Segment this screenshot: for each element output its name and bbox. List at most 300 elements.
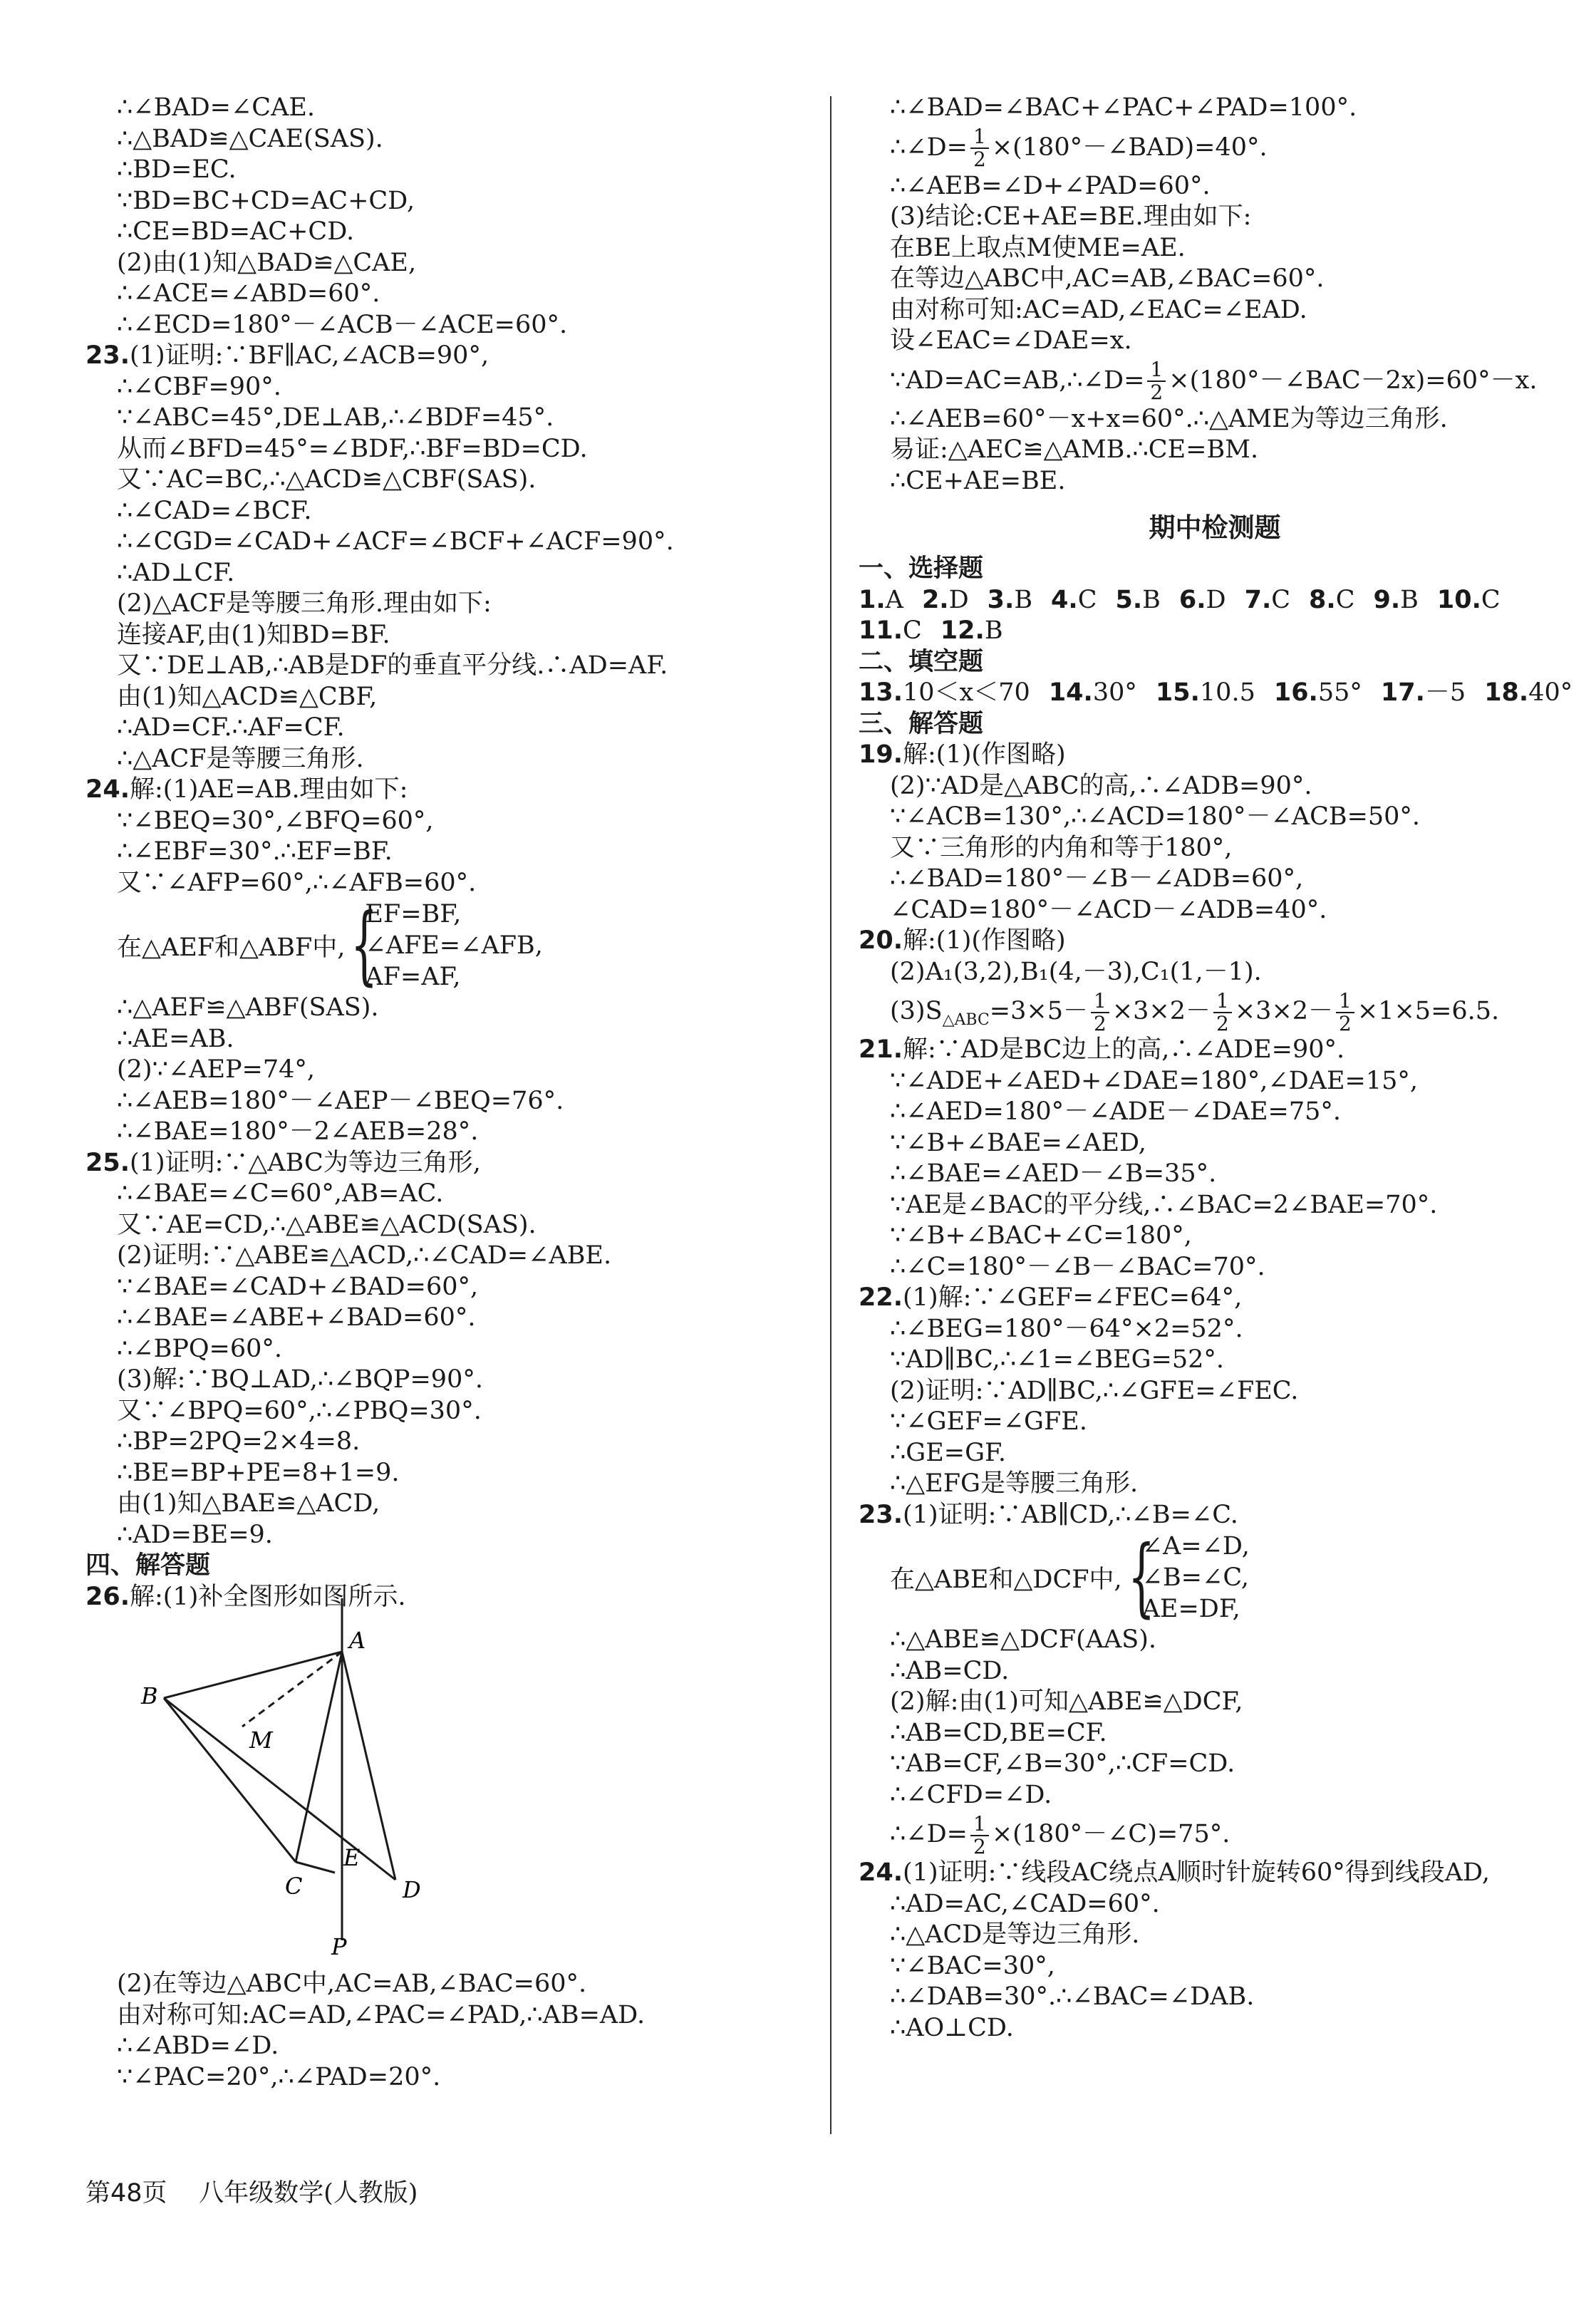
question-line xyxy=(859,740,1571,771)
text: 解:(1)AE=AB.理由如下: xyxy=(130,775,408,804)
brace-symbol: { xyxy=(1127,1528,1155,1627)
text-line xyxy=(86,1086,812,1117)
text: ∴△EFG是等腰三角形. xyxy=(890,1469,1139,1498)
fraction xyxy=(970,1813,989,1858)
text-line xyxy=(86,1396,812,1427)
question-number: 6. xyxy=(1178,585,1206,614)
text: 由(1)知△BAE≌△ACD, xyxy=(117,1489,380,1518)
question-number: 24. xyxy=(86,775,130,804)
text: ∵∠ACB=130°,∴∠ACD=180°－∠ACB=50°. xyxy=(890,802,1421,831)
text: ∴△ABE≌△DCF(AAS). xyxy=(890,1625,1157,1654)
fraction-denominator: 2 xyxy=(1213,1012,1232,1035)
answer-value: C xyxy=(903,616,922,645)
text-line xyxy=(859,802,1571,833)
text: (2)∵∠AEP=74°, xyxy=(117,1055,316,1084)
text: ∵∠B+∠BAE=∠AED, xyxy=(890,1128,1146,1157)
text-line xyxy=(859,1190,1571,1221)
text-line xyxy=(86,837,812,868)
text: 由对称可知:AC=AD,∠EAC=∠EAD. xyxy=(890,295,1307,324)
text: ×(180°－∠C)=75°. xyxy=(991,1820,1230,1848)
text: ∴∠CFD=∠D. xyxy=(890,1780,1052,1809)
answer-item xyxy=(1115,586,1160,614)
text: 从而∠BFD=45°=∠BDF,∴BF=BD=CD. xyxy=(117,434,588,463)
text: (2)证明:∵△ABE≌△ACD,∴∠CAD=∠ABE. xyxy=(117,1241,612,1270)
answer-item xyxy=(1156,678,1255,707)
text-line xyxy=(859,1252,1571,1283)
text-line xyxy=(859,233,1571,264)
answer-item xyxy=(988,586,1032,614)
fraction-line xyxy=(859,124,1571,171)
text-line xyxy=(859,466,1571,497)
question-number: 1. xyxy=(859,585,886,614)
text: ∴CE=BD=AC+CD. xyxy=(117,217,355,246)
text: ∴∠AEB=∠D+∠PAD=60°. xyxy=(890,171,1211,200)
text: 连接AF,由(1)知BD=BF. xyxy=(117,620,390,649)
text: ∴△ACF是等腰三角形. xyxy=(117,744,364,773)
text: 解:(1)(作图略) xyxy=(903,926,1066,955)
text-line xyxy=(86,465,812,496)
text-line xyxy=(859,1314,1571,1345)
text-line xyxy=(86,124,812,155)
answer-item xyxy=(1484,678,1572,707)
question-line xyxy=(86,1148,812,1179)
text: (2)∵AD是△ABC的高,∴∠ADB=90°. xyxy=(890,771,1312,800)
text: 又∵∠AFP=60°,∴∠AFB=60°. xyxy=(117,868,477,897)
text: ∴AD=CF.∴AF=CF. xyxy=(117,713,345,742)
text: ∵AD∥BC,∴∠1=∠BEG=52°. xyxy=(890,1345,1225,1374)
area-formula-line xyxy=(859,988,1571,1035)
book-title: 八年级数学(人教版) xyxy=(199,2179,418,2208)
text-line xyxy=(859,1376,1571,1407)
text: 解:∵AD是BC边上的高,∴∠ADE=90°. xyxy=(903,1035,1345,1064)
answer-item xyxy=(859,678,1030,707)
text-line xyxy=(86,496,812,527)
brace-lines xyxy=(1142,1531,1250,1625)
text-line xyxy=(859,1687,1571,1718)
text-line xyxy=(86,155,812,186)
section-heading: 一、选择题 xyxy=(859,554,984,583)
text-line xyxy=(86,1969,812,2000)
text-line xyxy=(859,404,1571,435)
text: ∵BD=BC+CD=AC+CD, xyxy=(117,186,415,215)
text: ×(180°－∠BAD)=40°. xyxy=(991,133,1268,162)
text-line xyxy=(859,326,1571,357)
answer-item xyxy=(922,586,969,614)
text: 又∵AC=BC,∴△ACD≌△CBF(SAS). xyxy=(117,465,537,494)
answer-value: B xyxy=(1142,585,1161,614)
text: 易证:△AEC≌△AMB.∴CE=BM. xyxy=(890,435,1259,464)
text-line xyxy=(859,202,1571,233)
point-label-c: C xyxy=(285,1873,303,1900)
text: (2)由(1)知△BAD≌△CAE, xyxy=(117,248,417,277)
fraction-numerator: 1 xyxy=(1216,988,1229,1013)
text: ×3×2－ xyxy=(1112,997,1211,1025)
text-line xyxy=(86,1427,812,1458)
text: ∴∠AEB=180°－∠AEP－∠BEQ=76°. xyxy=(117,1086,564,1115)
text-line xyxy=(859,895,1571,926)
brace-system xyxy=(859,1528,1571,1627)
answer-value: －5 xyxy=(1424,678,1466,707)
text: ∵∠BAC=30°, xyxy=(890,1951,1055,1980)
answer-item xyxy=(1245,586,1290,614)
answer-item xyxy=(1274,678,1362,707)
text: ∴AD=AC,∠CAD=60°. xyxy=(890,1889,1160,1918)
text: ∴BE=BP+PE=8+1=9. xyxy=(117,1458,400,1487)
answer-value: B xyxy=(984,616,1003,645)
point-label-b: B xyxy=(141,1682,158,1709)
text-line xyxy=(859,1749,1571,1780)
question-number: 25. xyxy=(86,1148,130,1177)
text-line xyxy=(86,806,812,837)
text: ∴∠CAD=∠BCF. xyxy=(117,496,312,525)
question-line xyxy=(859,1500,1571,1531)
text-line xyxy=(859,1920,1571,1951)
text-line xyxy=(859,1159,1571,1190)
text-line xyxy=(86,248,812,279)
text: (1)证明:∵△ABC为等边三角形, xyxy=(130,1148,481,1177)
question-number: 19. xyxy=(859,740,903,769)
fraction-denominator: 2 xyxy=(1336,1012,1354,1035)
text: ∴AB=CD,BE=CF. xyxy=(890,1718,1107,1747)
text-line xyxy=(859,2013,1571,2044)
text-line xyxy=(86,1241,812,1272)
fraction xyxy=(1336,990,1354,1035)
text: (1)证明:∵BF∥AC,∠ACB=90°, xyxy=(130,341,489,370)
page-footer xyxy=(86,2173,418,2209)
text-line xyxy=(86,372,812,403)
answer-value: 40° xyxy=(1528,678,1573,707)
answer-item xyxy=(1381,678,1466,707)
question-line xyxy=(86,341,812,372)
answer-value: C xyxy=(1271,585,1291,614)
text: (3)解:∵BQ⊥AD,∴∠BQP=90°. xyxy=(117,1365,483,1394)
text: ∴∠BAE=∠C=60°,AB=AC. xyxy=(117,1179,444,1208)
text-line xyxy=(86,93,812,124)
question-number: 5. xyxy=(1115,585,1143,614)
text: 又∵三角形的内角和等于180°, xyxy=(890,833,1233,862)
text: 又∵AE=CD,∴△ABE≌△ACD(SAS). xyxy=(117,1210,537,1239)
column-divider xyxy=(830,96,831,2134)
text-line xyxy=(86,279,812,310)
text: ∵AE是∠BAC的平分线,∴∠BAC=2∠BAE=70°. xyxy=(890,1190,1438,1219)
fraction-denominator: 2 xyxy=(970,1835,989,1858)
text: 由(1)知△ACD≌△CBF, xyxy=(117,682,378,711)
text: ∴∠ABD=∠D. xyxy=(117,2032,279,2060)
text: ∵∠BEQ=30°,∠BFQ=60°, xyxy=(117,806,434,835)
text-line xyxy=(86,993,812,1024)
answer-value: C xyxy=(1481,585,1501,614)
brace-symbol: { xyxy=(351,896,378,995)
text: (2)证明:∵AD∥BC,∴∠GFE=∠FEC. xyxy=(890,1376,1299,1405)
text: ∴∠ECD=180°－∠ACB－∠ACE=60°. xyxy=(117,310,568,339)
fraction-line xyxy=(859,357,1571,404)
text: 由对称可知:AC=AD,∠PAC=∠PAD,∴AB=AD. xyxy=(117,2000,646,2029)
text-line xyxy=(86,868,812,899)
text: 解:(1)(作图略) xyxy=(903,740,1066,769)
answer-value: D xyxy=(948,585,969,614)
text: (1)解:∵∠GEF=∠FEC=64°, xyxy=(903,1283,1243,1312)
point-label-m: M xyxy=(249,1727,273,1754)
question-number: 14. xyxy=(1048,678,1093,707)
fraction xyxy=(1091,990,1109,1035)
text: ∵∠PAC=20°,∴∠PAD=20°. xyxy=(117,2062,441,2091)
brace-prefix: 在△AEF和△ABF中, xyxy=(117,933,346,962)
text: ∴AB=CD. xyxy=(890,1656,1010,1685)
text-line xyxy=(859,771,1571,802)
text: ∴∠D= xyxy=(890,1820,968,1848)
text-line xyxy=(86,651,812,682)
text: ∴∠BAD=180°－∠B－∠ADB=60°, xyxy=(890,864,1304,893)
choice-answers-row xyxy=(859,616,1571,647)
answer-value: 30° xyxy=(1092,678,1137,707)
fraction xyxy=(1213,990,1232,1035)
text: ∴△ACD是等边三角形. xyxy=(890,1920,1140,1949)
question-number: 15. xyxy=(1155,678,1200,707)
question-number: 24. xyxy=(859,1858,903,1887)
text-line xyxy=(86,2031,812,2062)
text-line xyxy=(86,527,812,558)
fraction-numerator: 1 xyxy=(973,125,986,148)
question-number: 4. xyxy=(1051,585,1078,614)
fill-answers-row xyxy=(859,678,1571,709)
text: ∴∠CGD=∠CAD+∠ACF=∠BCF+∠ACF=90°. xyxy=(117,527,674,556)
text: ∴∠DAB=30°.∴∠BAC=∠DAB. xyxy=(890,1982,1255,2011)
text-line xyxy=(86,2062,812,2094)
page-number: 第48页 xyxy=(86,2179,167,2208)
text-line xyxy=(86,1210,812,1241)
text: ∵∠ABC=45°,DE⊥AB,∴∠BDF=45°. xyxy=(117,403,554,432)
text-line xyxy=(86,1272,812,1303)
text: =3×5－ xyxy=(989,997,1088,1025)
answer-value: B xyxy=(1400,585,1419,614)
text-line xyxy=(86,1179,812,1210)
text-line xyxy=(859,1718,1571,1749)
text-line xyxy=(859,1889,1571,1920)
question-line xyxy=(859,1283,1571,1314)
question-line xyxy=(859,1035,1571,1066)
text-line xyxy=(859,1469,1571,1500)
text-line xyxy=(86,713,812,744)
subscript: △ABC xyxy=(942,1011,990,1029)
question-number: 7. xyxy=(1244,585,1272,614)
text: 又∵∠BPQ=60°,∴∠PBQ=30°. xyxy=(117,1396,482,1425)
question-number: 13. xyxy=(859,678,903,707)
text: ∴∠BAE=∠ABE+∠BAD=60°. xyxy=(117,1303,476,1332)
text: ∴∠AEB=60°－x+x=60°.∴△AME为等边三角形. xyxy=(890,404,1448,433)
text-line xyxy=(86,1520,812,1551)
section-heading: 三、解答题 xyxy=(859,709,984,738)
right-column xyxy=(859,93,1571,2044)
text: ∵AD=AC=AB,∴∠D= xyxy=(890,366,1145,395)
text: 设∠EAC=∠DAE=x. xyxy=(890,326,1132,355)
text-line xyxy=(86,217,812,248)
text-line xyxy=(859,833,1571,864)
text-line xyxy=(859,1438,1571,1469)
question-number: 11. xyxy=(859,616,903,645)
point-label-p: P xyxy=(331,1933,347,1955)
question-number: 20. xyxy=(859,926,903,955)
answer-item xyxy=(859,616,922,645)
text: ×1×5=6.5. xyxy=(1357,997,1500,1025)
fraction-numerator: 1 xyxy=(1339,988,1352,1013)
question-number: 12. xyxy=(940,616,985,645)
answer-value: 55° xyxy=(1317,678,1362,707)
text-line xyxy=(86,310,812,341)
text-line xyxy=(86,589,812,620)
text-line xyxy=(859,1066,1571,1097)
answer-value: C xyxy=(1335,585,1355,614)
answer-value: 10＜x＜70 xyxy=(903,678,1030,707)
answer-value: C xyxy=(1077,585,1097,614)
segment-ac xyxy=(296,1652,342,1862)
text: (1)证明:∵AB∥CD,∴∠B=∠C. xyxy=(903,1500,1238,1529)
question-number: 26. xyxy=(86,1582,130,1611)
question-line xyxy=(86,775,812,806)
text: (3)S xyxy=(890,997,943,1025)
brace-line: AF=AF, xyxy=(365,963,461,991)
text: ∴△BAD≌△CAE(SAS). xyxy=(117,124,383,153)
text-line xyxy=(86,1303,812,1334)
text-line xyxy=(859,1982,1571,2013)
text-line xyxy=(86,1334,812,1365)
text: (2)解:由(1)可知△ABE≌△DCF, xyxy=(890,1687,1243,1716)
text: ∴AD⊥CF. xyxy=(117,558,235,587)
text: ∵AB=CF,∠B=30°,∴CF=CD. xyxy=(890,1749,1235,1778)
answer-item xyxy=(1309,586,1354,614)
text: ∴BP=2PQ=2×4=8. xyxy=(117,1427,361,1456)
text: ∴∠EBF=30°.∴EF=BF. xyxy=(117,837,393,866)
text: (3)结论:CE+AE=BE.理由如下: xyxy=(890,202,1252,231)
point-label-d: D xyxy=(403,1876,421,1903)
text-line xyxy=(859,1407,1571,1438)
text: (2)△ACF是等腰三角形.理由如下: xyxy=(117,589,492,618)
text: ∵∠ADE+∠AED+∠DAE=180°,∠DAE=15°, xyxy=(890,1066,1419,1095)
answer-item xyxy=(1179,586,1226,614)
text-line xyxy=(859,295,1571,326)
text-line xyxy=(859,1625,1571,1656)
segment-bc xyxy=(164,1698,296,1862)
text: ∴AO⊥CD. xyxy=(890,2013,1014,2042)
text: ∴∠C=180°－∠B－∠BAC=70°. xyxy=(890,1252,1265,1281)
point-label-a: A xyxy=(349,1627,366,1654)
text-line xyxy=(86,1458,812,1489)
text: ×(180°－∠BAC－2x)=60°－x. xyxy=(1168,366,1538,395)
text: ∴AD=BE=9. xyxy=(117,1520,273,1549)
text-line xyxy=(86,558,812,589)
question-number: 23. xyxy=(859,1500,903,1529)
answer-item xyxy=(1437,586,1501,614)
text-line xyxy=(859,93,1571,124)
text-line xyxy=(86,1365,812,1396)
fraction xyxy=(1147,359,1166,403)
answer-value: A xyxy=(885,585,903,614)
question-number: 8. xyxy=(1309,585,1336,614)
text-line xyxy=(859,435,1571,466)
answer-value: B xyxy=(1014,585,1033,614)
answer-item xyxy=(1051,586,1097,614)
text-line xyxy=(86,1024,812,1055)
text: ∴∠BPQ=60°. xyxy=(117,1334,283,1363)
answer-item xyxy=(1373,586,1418,614)
text: ∴∠CBF=90°. xyxy=(117,372,281,401)
fraction-denominator: 2 xyxy=(970,148,989,170)
text-line xyxy=(86,403,812,434)
fraction-denominator: 2 xyxy=(1091,1012,1109,1035)
choice-answers-row xyxy=(859,585,1571,616)
text: 在等边△ABC中,AC=AB,∠BAC=60°. xyxy=(890,264,1325,293)
geometry-diagram xyxy=(114,1598,484,1955)
text-line xyxy=(859,1097,1571,1128)
brace-system xyxy=(86,896,812,995)
question-number: 3. xyxy=(987,585,1015,614)
question-number: 16. xyxy=(1273,678,1318,707)
text: ∵∠B+∠BAC+∠C=180°, xyxy=(890,1221,1192,1250)
question-number: 9. xyxy=(1373,585,1401,614)
question-number: 10. xyxy=(1436,585,1481,614)
answer-item xyxy=(1049,678,1137,707)
text: ∵∠BAE=∠CAD+∠BAD=60°, xyxy=(117,1272,479,1301)
text-line xyxy=(86,1055,812,1086)
fraction-denominator: 2 xyxy=(1147,381,1166,403)
text: ∴CE+AE=BE. xyxy=(890,466,1066,495)
text-line xyxy=(859,864,1571,895)
fraction-numerator: 1 xyxy=(973,1811,986,1836)
answer-item xyxy=(859,586,903,614)
text: ∵∠GEF=∠GFE. xyxy=(890,1407,1087,1436)
text-line xyxy=(86,1489,812,1520)
fraction-line xyxy=(859,1811,1571,1858)
text: (2)在等边△ABC中,AC=AB,∠BAC=60°. xyxy=(117,1970,587,1998)
text: ∴∠BEG=180°－64°×2=52°. xyxy=(890,1314,1243,1343)
text-line xyxy=(86,744,812,775)
segment-ab xyxy=(164,1652,342,1698)
fraction-numerator: 1 xyxy=(1150,358,1164,381)
question-number: 23. xyxy=(86,341,130,370)
text-line xyxy=(86,682,812,713)
text-line xyxy=(859,264,1571,295)
question-number: 22. xyxy=(859,1283,903,1312)
question-number: 17. xyxy=(1380,678,1425,707)
question-number: 2. xyxy=(921,585,949,614)
text-line xyxy=(86,620,812,651)
text: ∴∠BAE=∠AED－∠B=35°. xyxy=(890,1159,1217,1188)
text-line xyxy=(859,1951,1571,1982)
brace-line: ∠A=∠D, xyxy=(1141,1532,1250,1561)
section-heading: 二、填空题 xyxy=(859,647,984,676)
text: ∴∠AED=180°－∠ADE－∠DAE=75°. xyxy=(890,1097,1342,1126)
text-line xyxy=(86,1117,812,1148)
text: ∴GE=GF. xyxy=(890,1438,1007,1467)
text: ∴∠BAD=∠CAE. xyxy=(117,93,316,122)
left-column xyxy=(86,93,812,2093)
text: 解:(1)补全图形如图所示. xyxy=(130,1582,406,1611)
text-line xyxy=(86,2000,812,2032)
segment-ce xyxy=(296,1862,335,1873)
point-label-e: E xyxy=(343,1844,361,1871)
text-line xyxy=(859,957,1571,988)
text: ∴BD=EC. xyxy=(117,155,237,184)
fraction xyxy=(970,126,989,170)
text: 又∵DE⊥AB,∴AB是DF的垂直平分线.∴AD=AF. xyxy=(117,651,668,680)
text: ∴∠ACE=∠ABD=60°. xyxy=(117,279,380,308)
brace-lines xyxy=(365,899,543,993)
question-number: 21. xyxy=(859,1035,903,1064)
text-line xyxy=(859,1221,1571,1252)
midterm-heading: 期中检测题 xyxy=(1149,512,1281,543)
geometry-figure xyxy=(86,1613,812,1969)
text: ∴∠D= xyxy=(890,133,968,162)
question-line xyxy=(859,926,1571,957)
